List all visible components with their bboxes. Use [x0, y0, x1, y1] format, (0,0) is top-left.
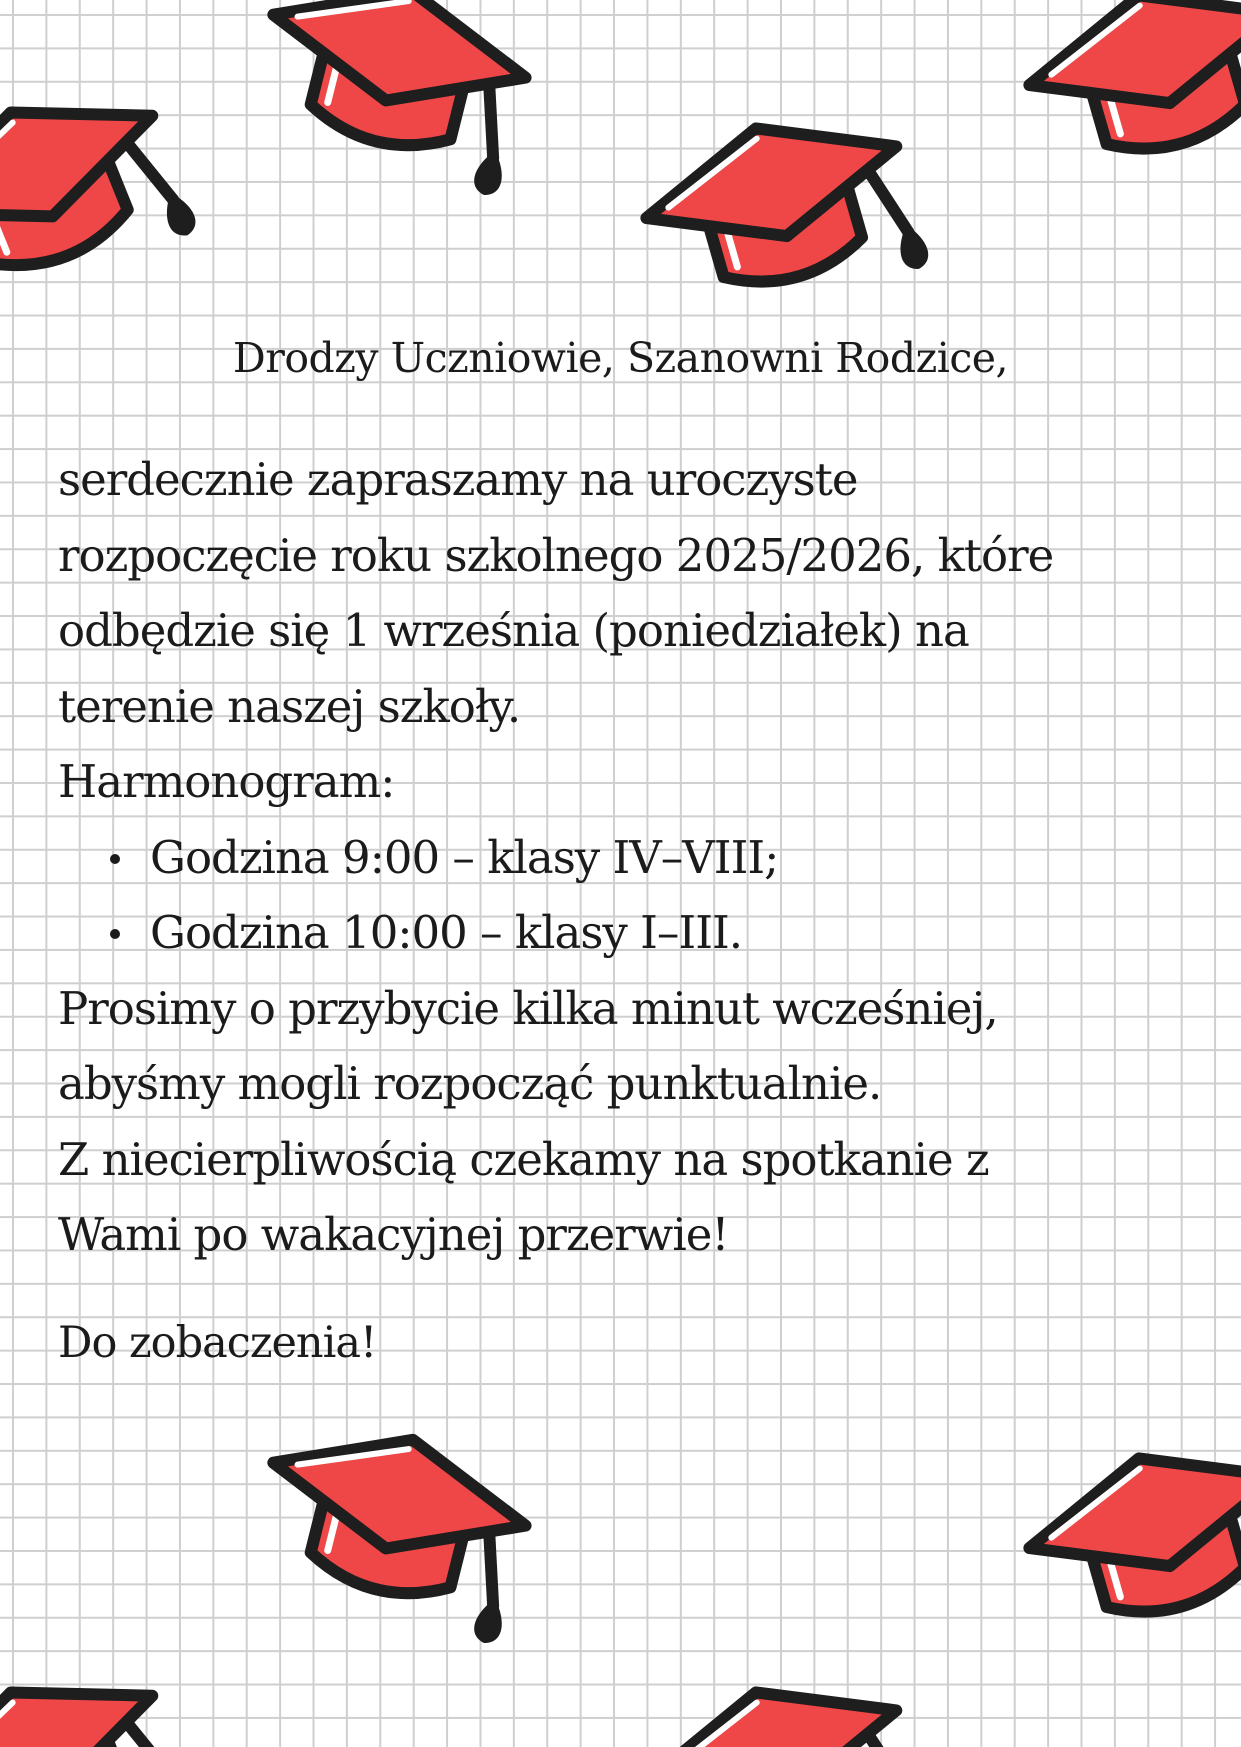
bullet-icon	[110, 929, 120, 939]
schedule-item	[150, 895, 1198, 971]
request-line: Prosimy o przybycie kilka minut wcześniej,	[58, 981, 998, 1035]
bullet-icon	[110, 854, 120, 864]
schedule-item-text: Godzina 9:00 – klasy IV–VIII;	[150, 830, 779, 884]
intro-line: rozpoczęcie roku szkolnego 2025/2026, które	[58, 528, 1054, 582]
intro-line: terenie naszej szkoły.	[58, 679, 521, 733]
schedule-item	[150, 820, 1198, 896]
intro-line: odbędzie się 1 września (poniedziałek) na	[58, 604, 969, 657]
schedule-item-text: Godzina 10:00 – klasy I–III.	[150, 906, 743, 959]
schedule-list	[58, 820, 1198, 971]
wish-line: Z niecierpliwością czekamy na spotkanie z	[58, 1132, 989, 1186]
greeting: Drodzy Uczniowie, Szanowni Rodzice,	[232, 334, 1009, 382]
letter-body	[58, 442, 1198, 1273]
closing: Do zobaczenia!	[58, 1318, 377, 1368]
schedule-heading: Harmonogram:	[58, 755, 395, 808]
request-line: abyśmy mogli rozpocząć punktualnie.	[58, 1057, 882, 1110]
intro-line: serdecznie zapraszamy na uroczyste	[58, 453, 858, 506]
wish-line: Wami po wakacyjnej przerwie!	[58, 1208, 729, 1261]
